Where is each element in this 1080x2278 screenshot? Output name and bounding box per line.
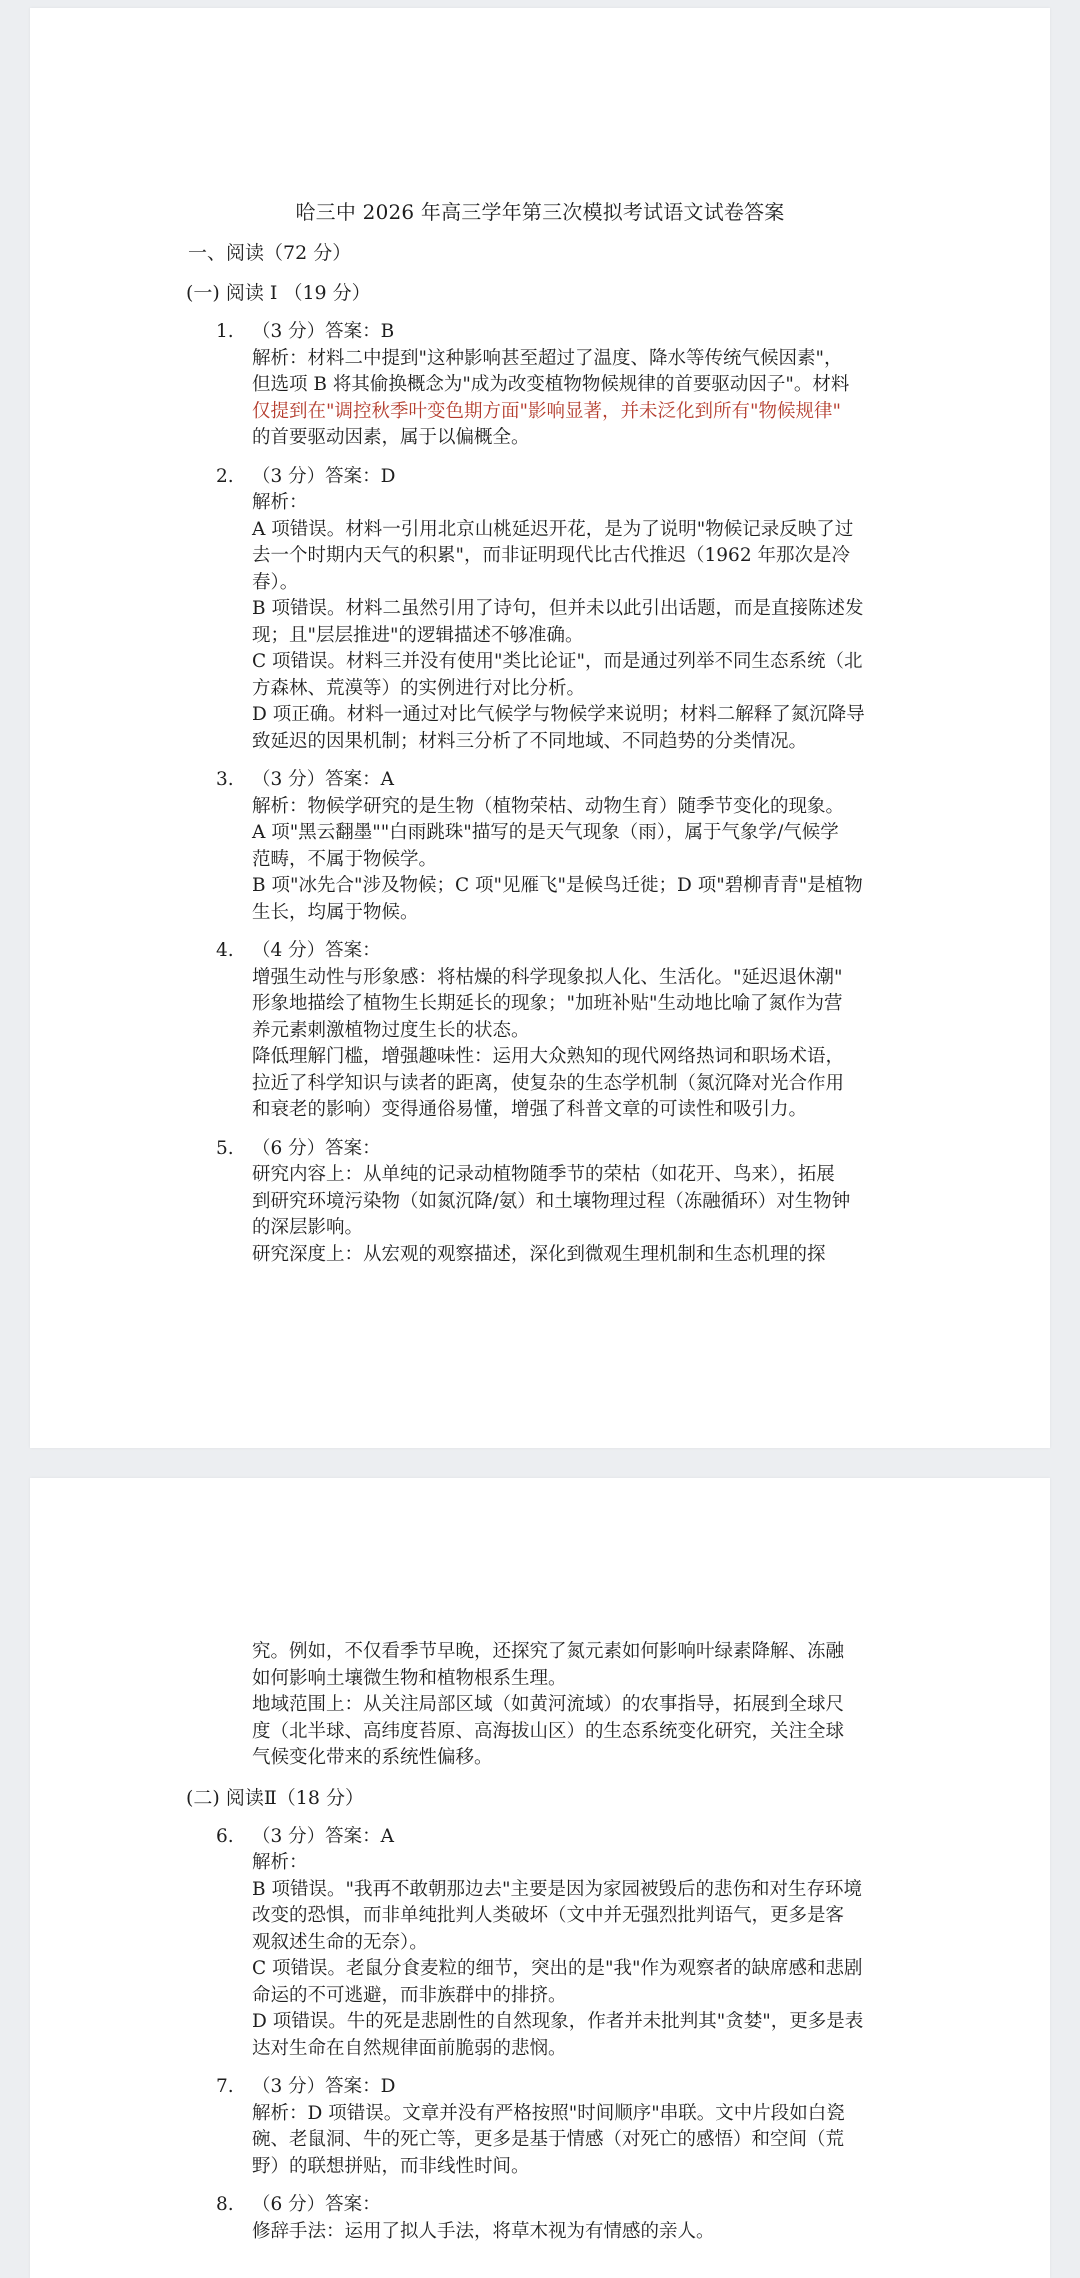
document-page-2: [30, 1478, 1050, 2278]
answer-line: （4 分）答案：: [252, 940, 381, 961]
question-6: [188, 1824, 1050, 2063]
answer-line: 方森林、荒漠等）的实例进行对比分析。: [252, 677, 586, 699]
answer-line: （3 分）答案：D: [252, 465, 396, 487]
question-number: 1.: [216, 321, 234, 342]
answer-line: 解析：: [252, 1852, 308, 1873]
answer-line: 增强生动性与形象感：将枯燥的科学现象拟人化、生活化。"延迟退休潮": [252, 966, 843, 988]
answer-line: A 项错误。材料一引用北京山桃延迟开花，是为了说明"物候记录反映了过: [252, 518, 854, 540]
answer-line: 的深层影响。: [252, 1217, 364, 1238]
document-title: 哈三中 2026 年高三学年第三次模拟考试语文试卷答案: [295, 200, 785, 224]
answer-line: 研究内容上：从单纯的记录动植物随季节的荣枯（如花开、鸟来），拓展: [252, 1164, 835, 1185]
answer-body: [252, 464, 932, 756]
question-number: 6.: [216, 1825, 234, 1847]
question-5-continued: [188, 1639, 1050, 1772]
answer-body: [252, 1136, 932, 1269]
answer-line: 但选项 B 将其偷换概念为"成为改变植物物候规律的首要驱动因子"。材料: [252, 374, 850, 395]
answer-line: （3 分）答案：D: [252, 2076, 396, 2097]
question-3: [188, 767, 1050, 926]
answer-body: [252, 938, 932, 1124]
question-1: [188, 319, 1050, 452]
answer-line: 解析：物候学研究的是生物（植物荣枯、动物生育）随季节变化的现象。: [252, 795, 845, 817]
subsection-heading-reading-2: (二) 阅读Ⅱ（18 分）: [186, 1786, 364, 1809]
answer-line: B 项"冰先合"涉及物候；C 项"见雁飞"是候鸟迁徙；D 项"碧柳青青"是植物: [252, 875, 863, 896]
answer-line: 生长，均属于物候。: [252, 901, 419, 923]
answer-line: 如何影响土壤微生物和植物根系生理。: [252, 1667, 567, 1689]
answer-line: 观叙述生命的无奈）。: [252, 1931, 428, 1953]
subsection-heading-reading-1: (一) 阅读 I （19 分）: [186, 282, 371, 304]
question-number: 5.: [216, 1137, 234, 1159]
section-heading-reading: 一、阅读（72 分）: [188, 242, 352, 264]
question-7: [188, 2074, 1050, 2180]
answer-line: （6 分）答案：: [252, 1137, 381, 1159]
answer-line: 范畴，不属于物候学。: [252, 848, 438, 870]
answer-body: [252, 767, 932, 926]
answer-line: 春）。: [252, 571, 299, 593]
answer-line: 致延迟的因果机制；材料三分析了不同地域、不同趋势的分类情况。: [252, 730, 808, 752]
answer-line: 野）的联想拼贴，而非线性时间。: [252, 2155, 530, 2177]
answer-line: 修辞手法：运用了拟人手法，将草木视为有情感的亲人。: [252, 2220, 715, 2242]
answer-line: 形象地描绘了植物生长期延长的现象；"加班补贴"生动地比喻了氮作为营: [252, 993, 843, 1014]
answer-line: B 项错误。"我再不敢朝那边去"主要是因为家园被毁后的悲伤和对生存环境: [252, 1878, 862, 1900]
answer-line: 地域范围上：从关注局部区域（如黄河流域）的农事指导，拓展到全球尺: [252, 1694, 845, 1715]
answer-line: 研究深度上：从宏观的观察描述，深化到微观生理机制和生态机理的探: [252, 1243, 826, 1265]
question-number: 3.: [216, 769, 234, 790]
question-4: [188, 938, 1050, 1124]
question-8: [188, 2192, 1050, 2245]
answer-line: 和衰老的影响）变得通俗易懂，增强了科普文章的可读性和吸引力。: [252, 1099, 808, 1120]
question-number: 7.: [216, 2076, 234, 2097]
answer-line: 去一个时期内天气的积累"，而非证明现代比古代推迟（1962 年那次是冷: [252, 545, 850, 566]
answer-line: 现；且"层层推进"的逻辑描述不够准确。: [252, 624, 584, 646]
answer-line: 拉近了科学知识与读者的距离，使复杂的生态学机制（氮沉降对光合作用: [252, 1072, 845, 1094]
question-number: 2.: [216, 465, 234, 487]
answer-line: 解析：: [252, 492, 308, 513]
page-2-content: [30, 1639, 1050, 2257]
answer-line-highlighted: 仅提到在"调控秋季叶变色期方面"影响显著，并未泛化到所有"物候规律": [252, 400, 842, 422]
answer-line: 解析：D 项错误。文章并没有严格按照"时间顺序"串联。文中片段如白瓷: [252, 2102, 845, 2124]
answer-line: 的首要驱动因素，属于以偏概全。: [252, 427, 530, 448]
answer-body: [252, 1639, 932, 1772]
question-2: [188, 464, 1050, 756]
answer-line: 改变的恐惧，而非单纯批判人类破坏（文中并无强烈批判语气，更多是客: [252, 1905, 845, 1926]
answer-line: 度（北半球、高纬度苔原、高海拔山区）的生态系统变化研究，关注全球: [252, 1720, 845, 1742]
answer-line: 气候变化带来的系统性偏移。: [252, 1747, 493, 1768]
answer-line: 解析：材料二中提到"这种影响甚至超过了温度、降水等传统气候因素"，: [252, 347, 843, 369]
answer-line: D 项错误。牛的死是悲剧性的自然现象，作者并未批判其"贪婪"，更多是表: [252, 2011, 864, 2032]
question-number: 8.: [216, 2194, 234, 2215]
answer-line: 降低理解门槛，增强趣味性：运用大众熟知的现代网络热词和职场术语，: [252, 1046, 845, 1067]
answer-line: 达对生命在自然规律面前脆弱的悲悯。: [252, 2037, 567, 2059]
question-number: 4.: [216, 940, 234, 961]
page-1-content: [30, 196, 1050, 1280]
answer-line: （6 分）答案：: [252, 2194, 381, 2215]
answer-body: [252, 2192, 932, 2245]
answer-line: C 项错误。老鼠分食麦粒的细节，突出的是"我"作为观察者的缺席感和悲剧: [252, 1958, 863, 1979]
answer-line: 到研究环境污染物（如氮沉降/氨）和土壤物理过程（冻融循环）对生物钟: [252, 1190, 851, 1212]
answer-line: 养元素刺激植物过度生长的状态。: [252, 1019, 530, 1041]
answer-line: （3 分）答案：A: [252, 1825, 395, 1847]
answer-line: 究。例如，不仅看季节早晚，还探究了氮元素如何影响叶绿素降解、冻融: [252, 1641, 845, 1662]
answer-line: （3 分）答案：A: [252, 769, 395, 790]
answer-line: D 项正确。材料一通过对比气候学与物候学来说明；材料二解释了氮沉降导: [252, 704, 865, 725]
answer-line: C 项错误。材料三并没有使用"类比论证"，而是通过列举不同生态系统（北: [252, 651, 863, 672]
answer-line: A 项"黑云翻墨""白雨跳珠"描写的是天气现象（雨），属于气象学/气候学: [252, 822, 839, 843]
answer-line: （3 分）答案：B: [252, 321, 395, 342]
answer-line: 碗、老鼠洞、牛的死亡等，更多是基于情感（对死亡的感悟）和空间（荒: [252, 2129, 845, 2150]
answer-line: 命运的不可逃避，而非族群中的排挤。: [252, 1984, 567, 2006]
answer-body: [252, 2074, 932, 2180]
question-5: [188, 1136, 1050, 1269]
document-page-1: [30, 8, 1050, 1448]
answer-line: B 项错误。材料二虽然引用了诗句，但并未以此引出话题，而是直接陈述发: [252, 598, 864, 619]
answer-body: [252, 1824, 932, 2063]
answer-body: [252, 319, 932, 452]
